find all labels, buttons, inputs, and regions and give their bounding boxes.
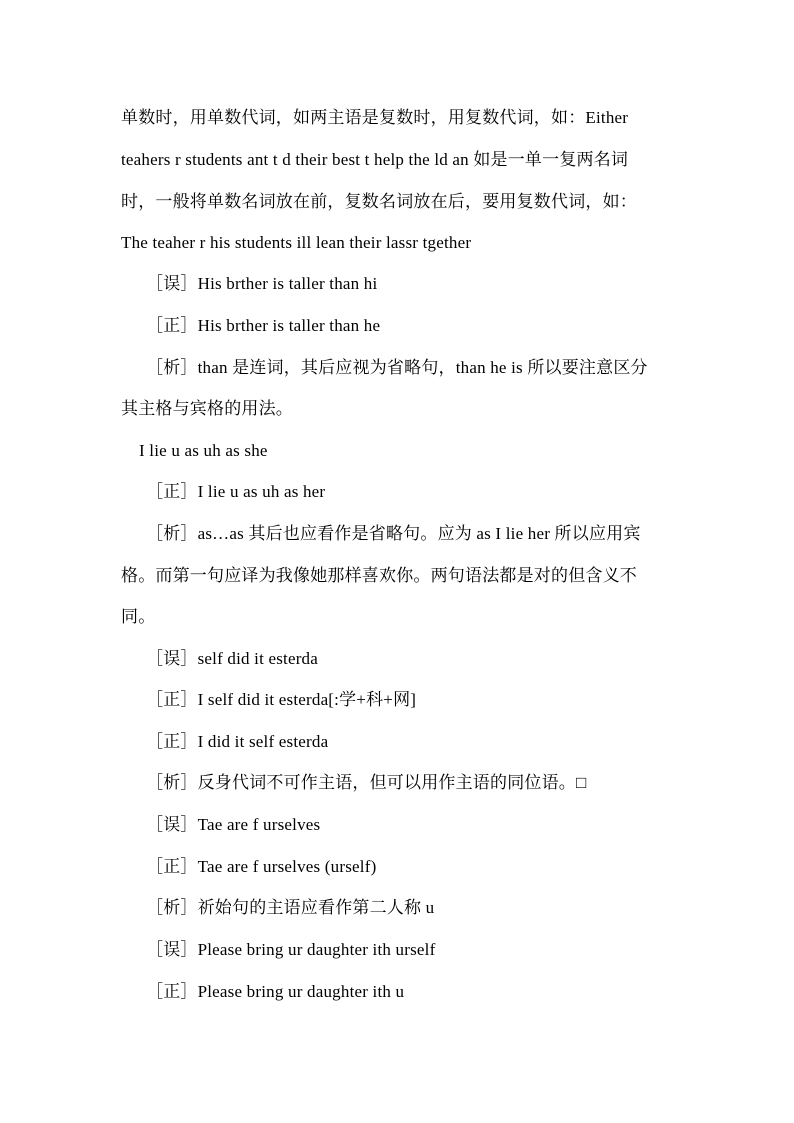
paragraph-line: The teaher r his students ill lean their lassr tgether bbox=[121, 233, 472, 252]
correct-example: ［正］Tae are f urselves (urself) bbox=[146, 857, 377, 876]
wrong-example: ［误］His brther is taller than hi bbox=[146, 274, 378, 293]
analysis-line: ［析］祈始句的主语应看作第二人称 u bbox=[146, 898, 435, 917]
analysis-line: ［析］as…as 其后也应看作是省略句。应为 as I lie her 所以应用宾 bbox=[146, 524, 641, 543]
correct-example: ［正］Please bring ur daughter ith u bbox=[146, 982, 405, 1001]
paragraph-line: 同。 bbox=[121, 607, 156, 626]
correct-example: ［正］I self did it esterda[:学+科+网] bbox=[146, 690, 417, 709]
paragraph-line: 其主格与宾格的用法。 bbox=[121, 399, 293, 418]
wrong-example: ［误］self did it esterda bbox=[146, 649, 319, 668]
wrong-example: ［误］Tae are f urselves bbox=[146, 815, 321, 834]
wrong-example: ［误］Please bring ur daughter ith urself bbox=[146, 940, 436, 959]
paragraph-line: 时，一般将单数名词放在前，复数名词放在后，要用复数代词，如： bbox=[121, 192, 637, 211]
correct-example: ［正］His brther is taller than he bbox=[146, 316, 381, 335]
paragraph-line: 格。而第一句应译为我像她那样喜欢你。两句语法都是对的但含义不 bbox=[121, 566, 637, 585]
example-line: I lie u as uh as she bbox=[139, 441, 268, 460]
correct-example: ［正］I did it self esterda bbox=[146, 732, 329, 751]
analysis-line: ［析］反身代词不可作主语，但可以用作主语的同位语。□ bbox=[146, 773, 587, 792]
paragraph-line: 单数时，用单数代词，如两主语是复数时，用复数代词，如：Either bbox=[121, 108, 629, 127]
correct-example: ［正］I lie u as uh as her bbox=[146, 482, 326, 501]
analysis-line: ［析］than 是连词，其后应视为省略句，than he is 所以要注意区分 bbox=[146, 358, 648, 377]
paragraph-line: teahers r students ant t d their best t help the ld an 如是一单一复两名词 bbox=[121, 150, 629, 169]
